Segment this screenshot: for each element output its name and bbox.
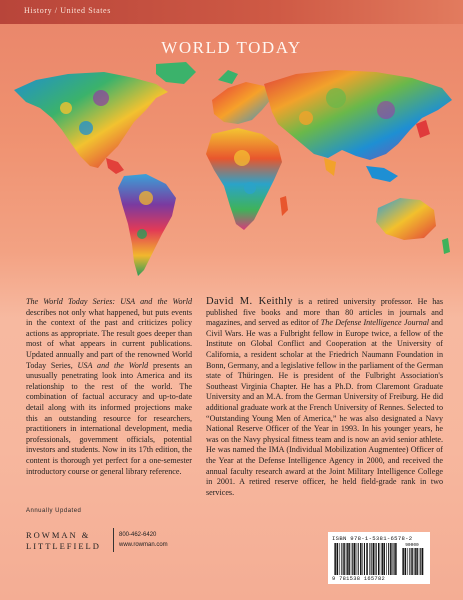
north-america-shape — [14, 62, 196, 174]
africa-shape — [206, 128, 288, 230]
book-title-italic: USA and the World — [77, 360, 149, 370]
series-name-italic: The World Today Series: USA and the World — [26, 297, 192, 306]
publisher-contact — [119, 530, 168, 550]
journal-title-italic: The Defense Intelligence Journal — [320, 318, 430, 328]
series-title: WORLD TODAY — [161, 38, 302, 57]
publisher-name-line2: LITTLEFIELD — [26, 541, 101, 551]
book-description — [26, 297, 192, 477]
author-name: David M. Keithly — [206, 296, 293, 307]
addon-code: 90000 — [405, 543, 419, 548]
publisher-name-line1: ROWMAN & — [26, 530, 91, 540]
australia-shape — [376, 198, 450, 254]
publisher-logo — [26, 530, 101, 552]
description-text-1: describes not only what happened, but puts events in the context of the past and criticizes policy actions as appropriate. The result goes deeper than most of what appears in current publications. Updated annually and part of the renowned World Today Series, — [26, 307, 192, 370]
publisher-phone: 800-462-6420 — [119, 532, 157, 538]
asia-shape — [264, 70, 452, 182]
addon-barcode-bars — [402, 548, 423, 575]
bio-text-1: is a retired university professor. He has published five books and more than 80 articles in journals and magazines, and served as editor of — [206, 297, 443, 328]
world-map-illustration — [6, 58, 458, 283]
ean-barcode-bars — [334, 543, 397, 575]
barcode-panel — [328, 532, 430, 584]
europe-shape — [212, 70, 272, 124]
south-america-shape — [118, 174, 176, 276]
description-text-2: presents an unusually penetrating look into America and its relationship to the rest of the world. The combination of factual accuracy and up-to-date detail along with its informed projections make this an outstanding resource for researchers, practitioners in international development, media professionals, government officials, potential investors and students. Now in its 17th edition, the content is thorough yet perfect for a one-semester introductory course or general library reference. — [26, 360, 192, 476]
author-bio — [206, 297, 443, 498]
publisher-website: www.rowman.com — [119, 542, 168, 548]
category-label: History / United States — [24, 6, 111, 15]
bio-text-2: and Civil Wars. He was a Fulbright fellow in Europe twice, a fellow of the Institute on Global Conflict and Cooperation at the University of California, a resident scholar at the Friedrich Naumann Foundation in Bonn, Germany, and a legislative fellow in the parliament of the German state of Thüringen. He is president of the Fulbright Association's Southeast Virginia Chapter. He has a Ph.D. from Claremont Graduate University and an M.A. from the German University of Freiburg. He did additional graduate work at the French University of Rennes. Selected to “Outstanding Young Men of America,” he was also designated a Navy National Reserve Officer of the Year in 1993. In his younger years, he was on the Navy physical fitness team and is now an avid senior athlete. He was named the IMA (Individual Mobilization Augmentee) Officer of the Year at the Defense Intelligence Agency in 2000, and received the annual faculty research award at the Joint Military Intelligence College in 2001. A retired reserve officer, he held field-grade rank in two services. — [206, 318, 443, 497]
category-bar — [0, 0, 463, 24]
publisher-divider — [113, 528, 114, 552]
annually-updated-note: Annually Updated — [26, 508, 82, 514]
isbn-label: ISBN 978-1-5381-6578-2 — [332, 535, 413, 542]
barcode-graphic — [334, 543, 424, 575]
ean-number: 9 781538 165782 — [332, 576, 386, 582]
